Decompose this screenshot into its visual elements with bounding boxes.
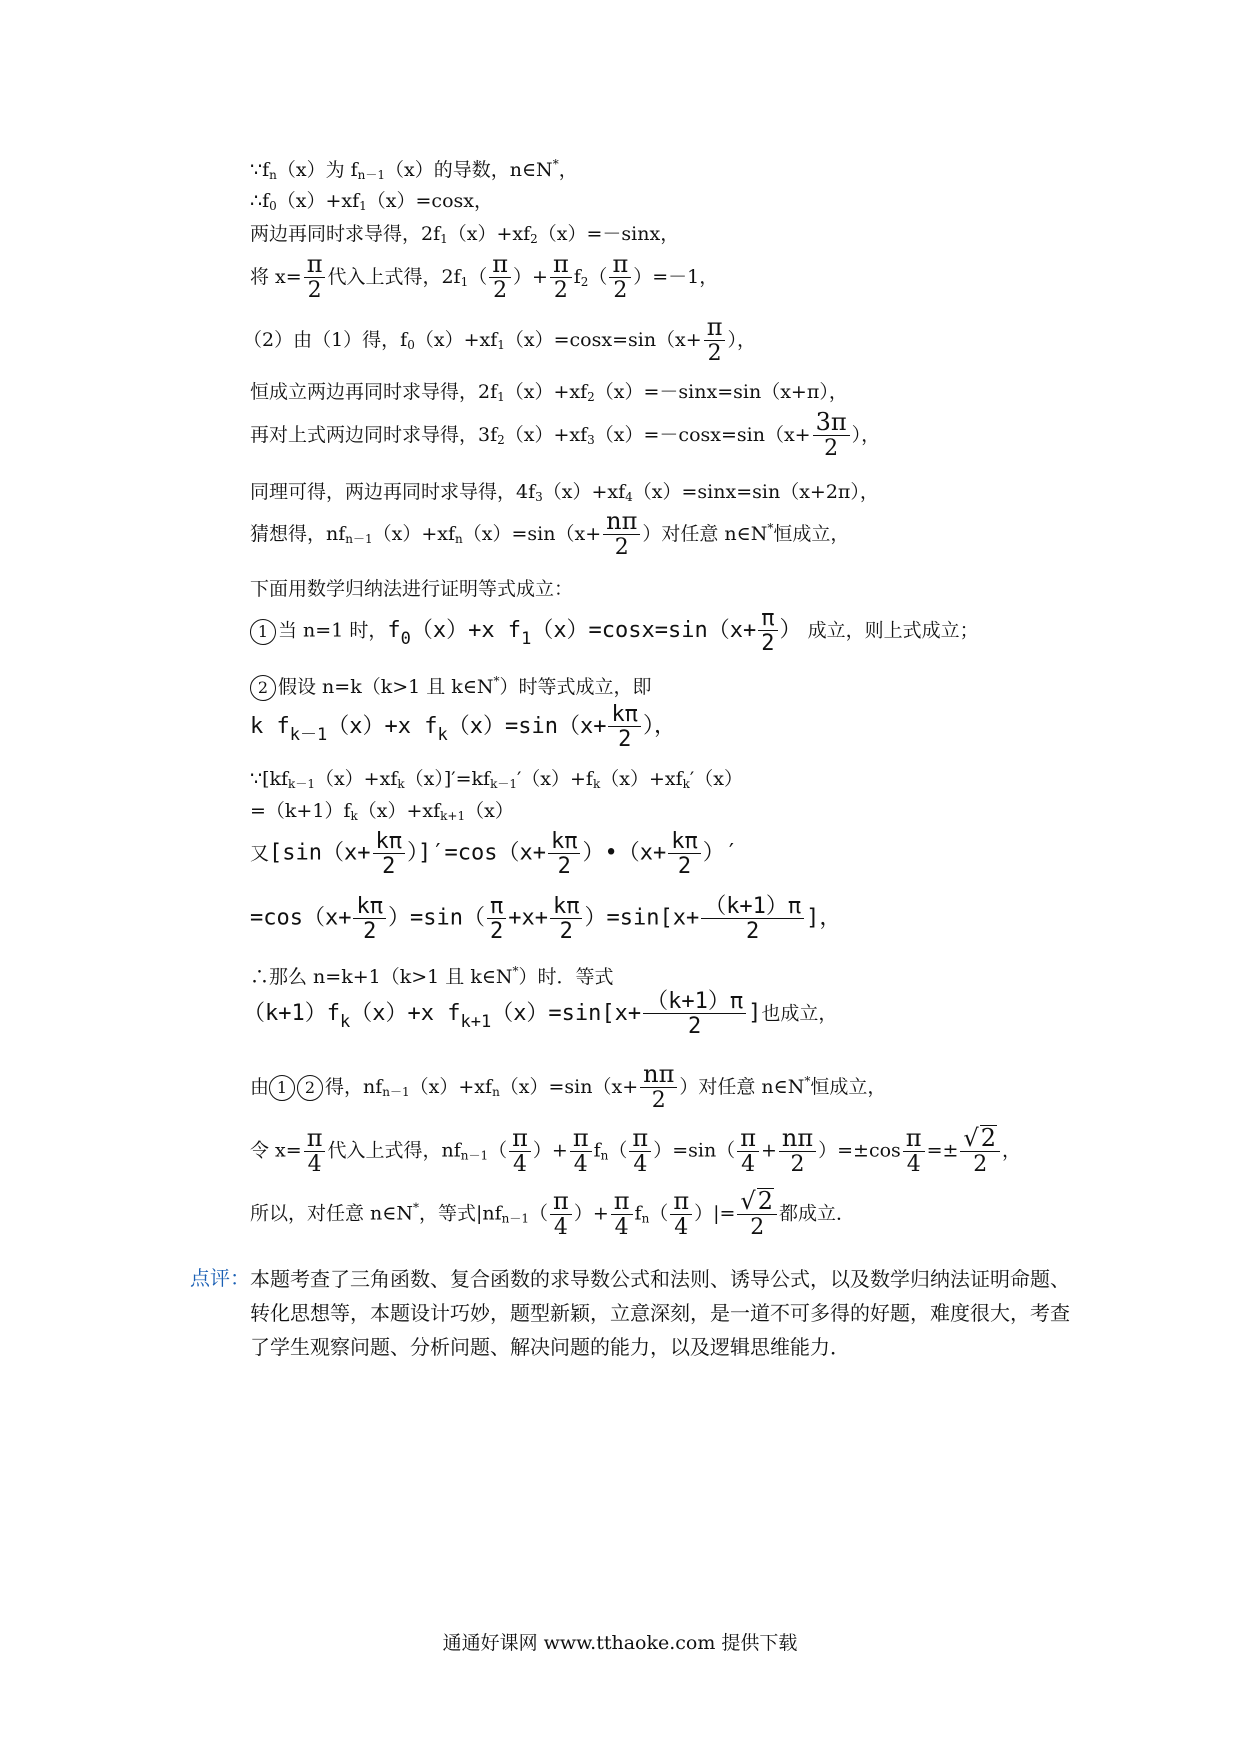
solution-line-6: 恒成立两边再同时求导得，$2f_1(x)+xf_2(x)=-\sin x=\sin(x+\pi)$， — [250, 381, 848, 404]
solution-line-16: 又[sin（x+ $\frac{k\pi}{2}$ ）]′=cos（x+ $\frac{k\pi}{2}$ ）•（x+ $\frac{k\pi}{2}$ ）′ — [250, 829, 738, 880]
solution-line-7: 再对上式两边同时求导得，$3f_2(x)+xf_3(x)=-\cos x=\sin(x+$ $\frac{3\pi}{2}$ ）， — [250, 408, 881, 462]
solution-line-4: 将 x= $\frac{\pi}{2}$ 代入上式得，$2f_1$（ $\frac{\pi}{2}$ ）+ $\frac{\pi}{2}$ $f_2$（ $\frac{\pi}{2}$ ）=－1， — [250, 250, 719, 304]
solution-line-15: $=(k+1)f_k(x)+xf_{k+1}(x)$ — [250, 800, 514, 823]
solution-line-22: 所以，对任意 n∈N*，等式$|nf_{n-1}$（ $\frac{\pi}{4}$ ）+ $\frac{\pi}{4}$ $f_n$（ $\frac{\pi}{4}$ ）|= $\frac{√2}{2}$ 都成立． — [250, 1186, 856, 1241]
solution-line-1: $\because f_n(x)$为 $f_{n-1}(x)$的导数，n∈N*， — [250, 157, 578, 182]
solution-line-9: 猜想得，$nf_{n-1}(x)+xf_n(x)=\sin(x+$ $\frac{n\pi}{2}$ ）对任意 n∈N*恒成立， — [250, 507, 850, 561]
solution-line-19: $(k+1)f_k(x)+x$ $f_{k+1}(x)=\sin[x+$ $\frac{(k+1)\pi}{2}$ ]也成立， — [243, 989, 838, 1040]
solution-line-10: 下面用数学归纳法进行证明等式成立： — [250, 578, 574, 600]
solution-line-17: =cos（x+ $\frac{k\pi}{2}$ ）=sin（ $\frac{\pi}{2}$ +x+ $\frac{k\pi}{2}$ ）=sin[x+ $\frac{(k+1)\pi}{2}$ ]， — [250, 894, 842, 945]
solution-line-5: （2）由（1）得，$f_0(x)+xf_1(x)=\cos x=\sin(x+$ $\frac{\pi}{2}$ ）， — [243, 313, 756, 367]
solution-line-21: 令 x= $\frac{\pi}{4}$ 代入上式得，$nf_{n-1}$（ $\frac{\pi}{4}$ ）+ $\frac{\pi}{4}$ $f_n$（ $\frac{\pi}{4}$ ）=sin（ $\frac{\pi}{4}$ + $\frac{n\pi}{2}$ ）=±cos $\frac{\pi}{4}$ =± $\frac{√2}{2}$ ， — [250, 1123, 1022, 1178]
solution-line-11: 1 当 n=1 时，$f_0(x)+x$ $f_1(x)=\cos x=\sin(x+$ $\frac{\pi}{2}$ ） 成立，则上式成立； — [250, 607, 979, 656]
solution-line-20: 由 1 2 得，$nf_{n-1}(x)+xf_n(x)=\sin(x+$ $\frac{n\pi}{2}$ ）对任意 n∈N*恒成立， — [250, 1060, 887, 1114]
comment-label: 点评： — [190, 1266, 250, 1290]
solution-line-18: ∴那么 n=k+1（k>1 且 k∈N*）时．等式 — [250, 964, 614, 988]
comment-text: 本题考查了三角函数、复合函数的求导数公式和法则、诱导公式，以及数学归纳法证明命题、转化思想等，本题设计巧妙，题型新颖，立意深刻，是一道不可多得的好题，难度很大，考查了学生观察问题、分析问题、解决问题的能力，以及逻辑思维能力． — [250, 1267, 1070, 1359]
solution-line-13: k $f_{k-1}(x)+x$ $f_k(x)=\sin(x+$ $\frac{k\pi}{2}$ ）， — [250, 702, 676, 753]
solution-line-12: 2 假设 n=k（k>1 且 k∈N*）时等式成立，即 — [250, 675, 652, 701]
solution-line-3: 两边再同时求导得，$2f_1(x)+xf_2(x)=-\sin x$， — [250, 223, 680, 246]
page-footer: 通通好课网 www.tthaoke.com 提供下载 — [442, 1632, 798, 1654]
solution-line-14: $\because[kf_{k-1}(x)+xf_k(x)]'=kf_{k-1}'(x)+f_k(x)+xf_k'(x)$ — [250, 768, 743, 791]
solution-line-2: $\therefore f_0(x)+xf_1(x)=\cos x$， — [250, 190, 493, 213]
solution-line-8: 同理可得，两边再同时求导得，$4f_3(x)+xf_4(x)=\sin x=\sin(x+2\pi)$， — [250, 481, 879, 504]
